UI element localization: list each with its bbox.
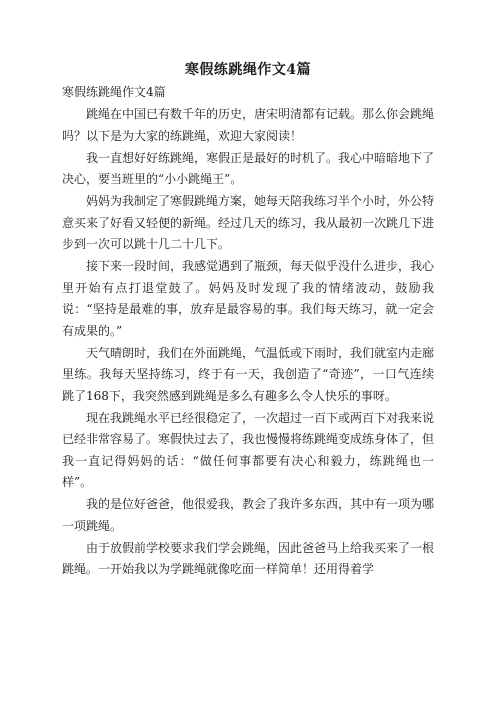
document-subtitle: 寒假练跳绳作文4篇 xyxy=(62,85,166,99)
paragraph: 天气晴朗时，我们在外面跳绳，气温低或下雨时，我们就室内走廊里练。我每天坚持练习，终于有一天，我创造了“奇迹”，一口气连续跳了168下，我突然感到跳绳是多么有趣多么令人快乐的事呀。 xyxy=(62,345,435,403)
paragraph: 跳绳在中国已有数千年的历史，唐宋明清都有记载。那么你会跳绳吗？以下是为大家的练跳绳，欢迎大家阅读！ xyxy=(62,107,435,143)
document-title: 寒假练跳绳作文4篇 xyxy=(184,62,312,78)
paragraph: 我的是位好爸爸，他很爱我，教会了我许多东西，其中有一项为哪一项跳绳。 xyxy=(62,497,435,533)
paragraph: 由于放假前学校要求我们学会跳绳，因此爸爸马上给我买来了一根跳绳。一开始我以为学跳绳就像吃面一样简单！还用得着学 xyxy=(62,540,435,576)
paragraph: 妈妈为我制定了寒假跳绳方案，她每天陪我练习半个小时，外公特意买来了好看又轻便的新绳。经过几天的练习，我从最初一次跳几下进步到一次可以跳十几二十几下。 xyxy=(62,194,435,251)
paragraph: 我一直想好好练跳绳，寒假正是最好的时机了。我心中暗暗地下了决心，要当班里的“小小跳绳王”。 xyxy=(62,150,435,186)
paragraph: 现在我跳绳水平已经很稳定了，一次超过一百下或两百下对我来说已经非常容易了。寒假快过去了，我也慢慢将练跳绳变成练身体了，但我一直记得妈妈的话：“做任何事都要有决心和毅力，练跳绳也一样”。 xyxy=(62,410,435,489)
paragraph: 接下来一段时间，我感觉遇到了瓶颈，每天似乎没什么进步，我心里开始有点打退堂鼓了。妈妈及时发现了我的情绪波动，鼓励我说：“坚持是最难的事，放弃是最容易的事。我们每天练习，就一定会有成果的。” xyxy=(62,259,435,338)
document-body xyxy=(62,104,434,581)
